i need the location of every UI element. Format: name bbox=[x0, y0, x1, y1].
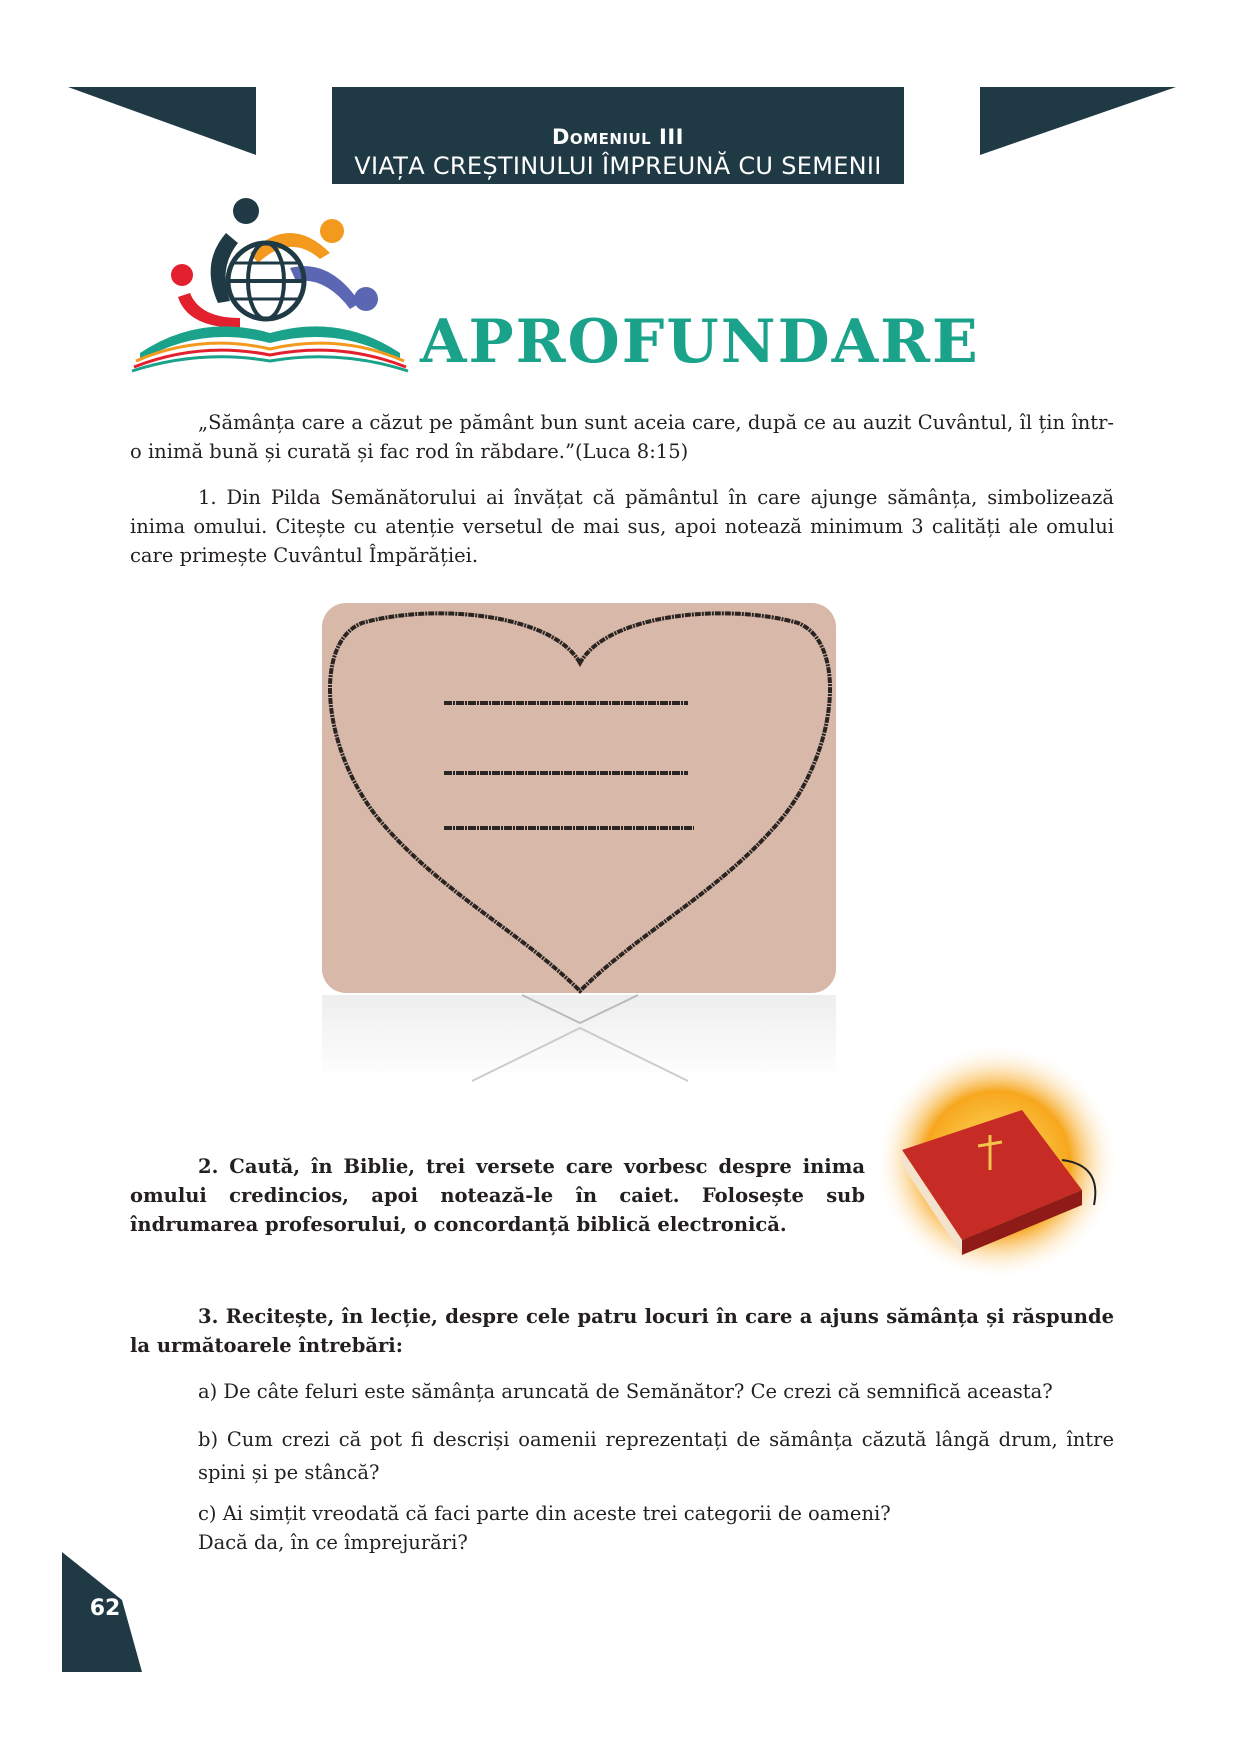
heart-worksheet-illustration bbox=[322, 603, 842, 1083]
task-3-question-a: a) De câte feluri este sămânța aruncată de Semănător? Ce crezi că semnifică aceasta? bbox=[198, 1380, 1053, 1403]
section-title: APROFUNDARE bbox=[420, 307, 980, 377]
domain-label: Domeniul III bbox=[552, 125, 684, 149]
task-3-question-c: c) Ai simțit vreodată că faci parte din aceste trei categorii de oameni? bbox=[198, 1502, 891, 1525]
task-3-question-b: b) Cum crezi că pot fi descriși oamenii reprezentați de sămânța căzută lângă drum, între spini și pe stâncă? bbox=[198, 1428, 1114, 1484]
bible-quote: „Sămânța care a căzut pe pământ bun sunt aceia care, după ce au auzit Cuvântul, îl țin într-o inimă bună și curată și fac rod în răbdare.”(Luca 8:15) bbox=[130, 411, 1114, 463]
page-number: 62 bbox=[89, 1596, 121, 1621]
bible-book-illustration bbox=[872, 1040, 1122, 1285]
task-2-text: 2. Caută, în Biblie, trei versete care vorbesc despre inima omului credincios, apoi notează-le în caiet. Folosește sub îndrumarea profesorului, o concordanță biblică electronică. bbox=[130, 1155, 865, 1236]
task-3-intro: 3. Recitește, în lecție, despre cele patru locuri în care a ajuns sămânța și răspunde la următoarele întrebări: bbox=[130, 1305, 1114, 1357]
task-1-text: 1. Din Pilda Semănătorului ai învățat că pământul în care ajunge sămânța, simbolizează inima omului. Citește cu atenție versetul de mai sus, apoi notează minimum 3 calități ale omului care primește Cuvântul Împărăției. bbox=[130, 486, 1114, 567]
header-banner bbox=[332, 87, 904, 184]
task-3-question-c-followup: Dacă da, în ce împrejurări? bbox=[198, 1531, 468, 1554]
domain-title: VIAȚA CREȘTINULUI ÎMPREUNĂ CU SEMENII bbox=[354, 152, 882, 180]
section-logo-icon bbox=[130, 193, 420, 373]
